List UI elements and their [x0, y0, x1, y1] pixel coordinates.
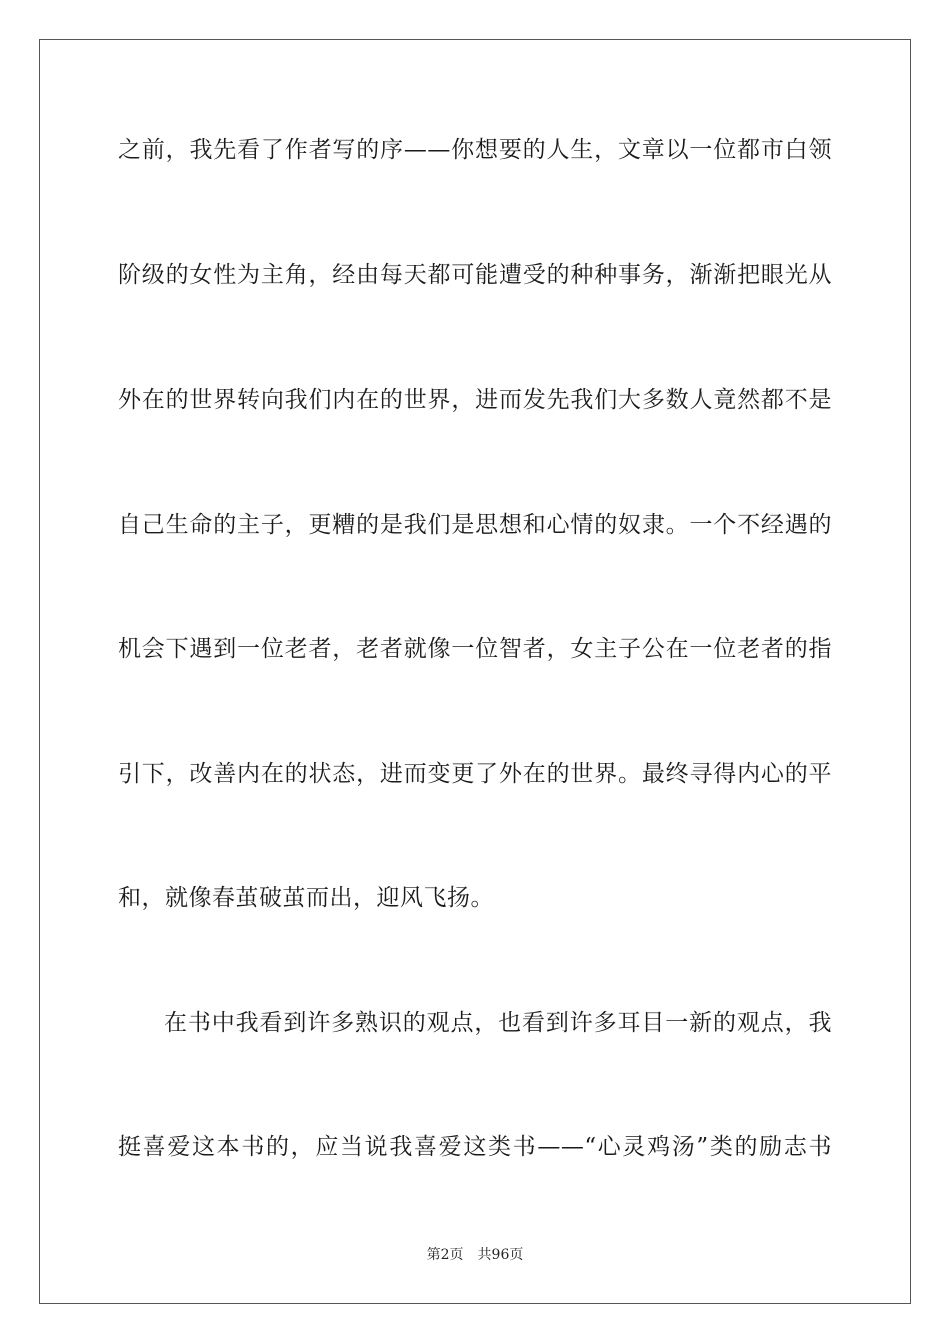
body-text-line: 引下，改善内在的状态，进而变更了外在的世界。最终寻得内心的平 — [118, 761, 832, 787]
body-text-line: 阶级的女性为主角，经由每天都可能遭受的种种事务，渐渐把眼光从 — [118, 262, 832, 288]
page-border — [39, 39, 911, 1304]
body-text-line: 之前，我先看了作者写的序——你想要的人生，文章以一位都市白领 — [118, 137, 832, 163]
body-text-line: 自己生命的主子，更糟的是我们是思想和心情的奴隶。一个不经遇的 — [118, 512, 832, 538]
page-footer — [0, 1246, 950, 1264]
body-text-line: 挺喜爱这本书的，应当说我喜爱这类书——“心灵鸡汤”类的励志书 — [118, 1134, 832, 1160]
body-text-line: 机会下遇到一位老者，老者就像一位智者，女主子公在一位老者的指 — [118, 636, 832, 662]
body-text-line: 和，就像春茧破茧而出，迎风飞扬。 — [118, 885, 494, 911]
page-total: 共96页 — [477, 1247, 524, 1263]
paragraph-first-line: 在书中我看到许多熟识的观点，也看到许多耳目一新的观点，我 — [164, 1010, 832, 1036]
body-text-line: 外在的世界转向我们内在的世界，进而发先我们大多数人竟然都不是 — [118, 387, 832, 413]
page-number: 第2页 — [426, 1247, 464, 1263]
